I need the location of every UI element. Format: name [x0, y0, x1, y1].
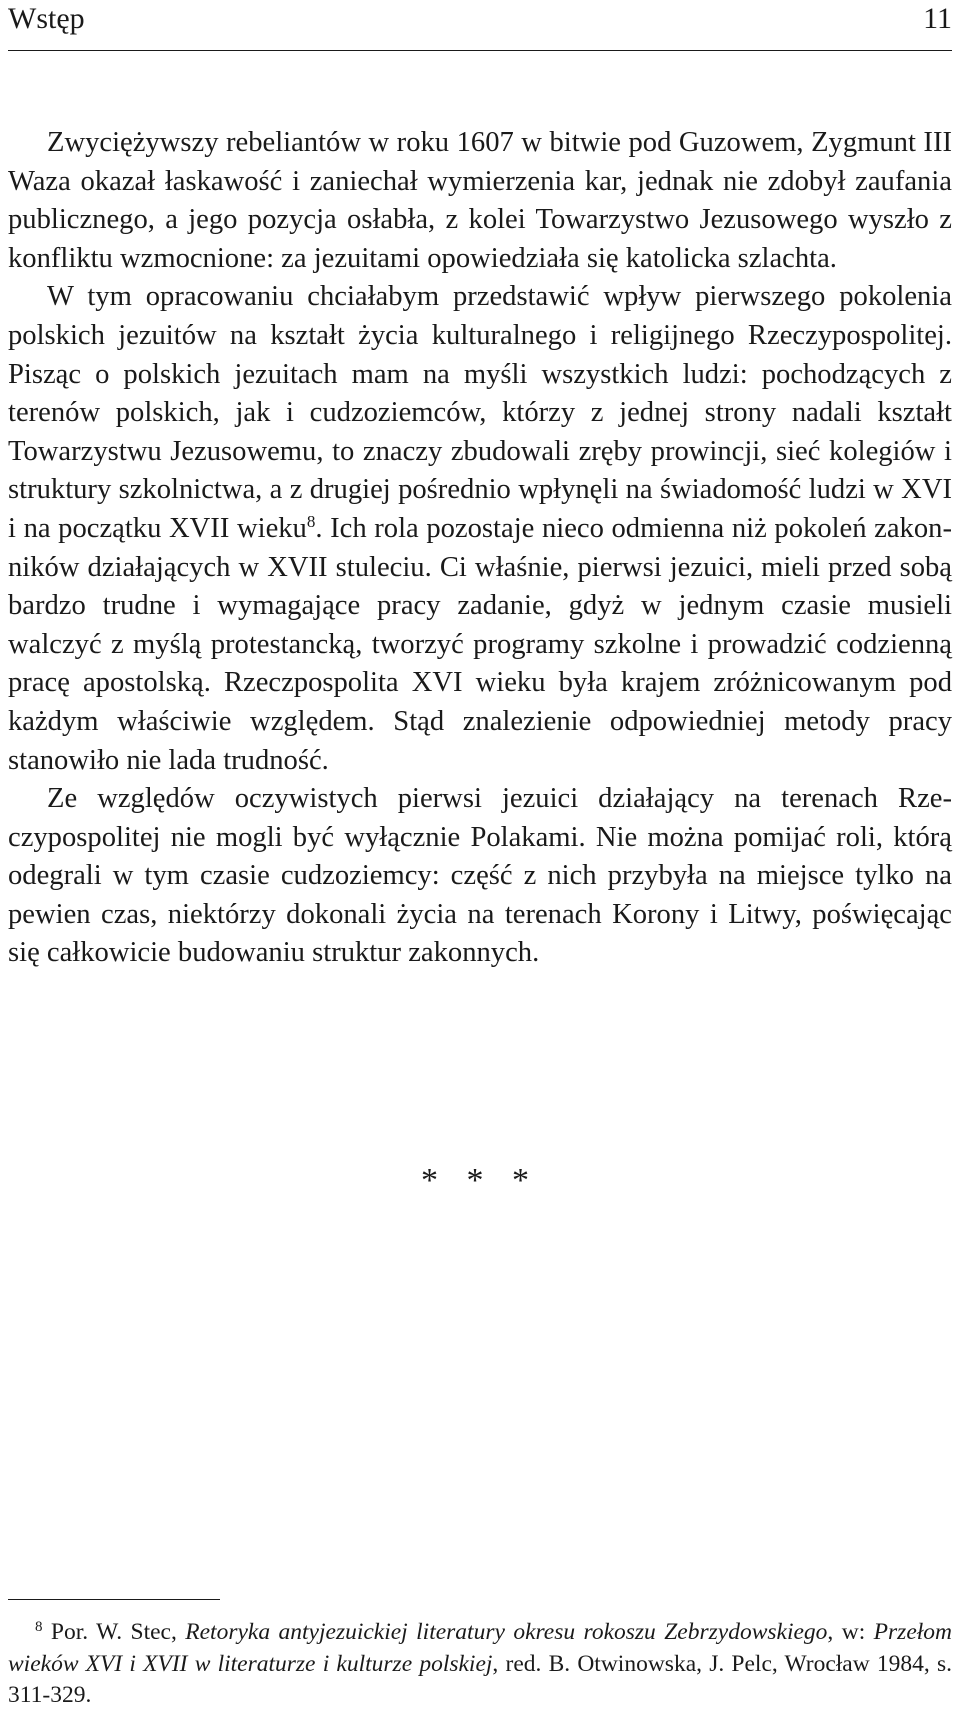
- footnote-text-3: , red. B. Otwinowska, J. Pelc, Wrocław 1984, s. 311-329.: [8, 1650, 952, 1708]
- footnote-number: 8: [35, 1619, 43, 1635]
- footnote-rule: [8, 1599, 220, 1600]
- running-head: [8, 0, 952, 51]
- section-title: Wstęp: [8, 2, 85, 35]
- footnote-title-2: Przełom wieków XVI i XVII w literaturze i kulturze polskiej: [8, 1619, 952, 1677]
- paragraph-2-text-a: W tym opracowaniu chciałabym przedstawić wpływ pierwszego pokolenia polskich jezuitów na kształt życia kulturalnego i religijnego Rzeczypospolitej. Pisząc o polskich jezuitach mam na myśli wszystkich ludzi: pochodzących z terenów polskich, jak i cudzoziemców, którzy z jednej strony nadali kształt Towarzystwu Jezusowemu, to znaczy zbudowali zręby prowincji, sieć kolegiów i struktury szkolnictwa, a z drugiej pośrednio wpłynęli na świadomość ludzi w XVI i na początku XVII wieku: [8, 281, 952, 544]
- section-separator: * * *: [421, 1162, 539, 1199]
- paragraph-2: [8, 278, 952, 780]
- paragraph-3: Ze względów oczywistych pierwsi jezuici działający na terenach Rzeczypospolitej nie mogli być wyłącznie Polakami. Nie można pomijać roli, którą odegrali w tym czasie cudzoziemcy: część z nich przybyła na miejsce tylko na pewien czas, niektórzy dokonali życia na terenach Korony i Litwy, poświęcając się całkowicie budowaniu struktur zakonnych.: [8, 783, 952, 969]
- footnote-8: [8, 1617, 952, 1712]
- footnote-text-1: Por. W. Stec,: [42, 1619, 186, 1645]
- footnote: [8, 1617, 952, 1712]
- footnote-text-2: , w:: [827, 1619, 874, 1645]
- footnote-reference[interactable]: 8: [306, 511, 316, 531]
- paragraph-1: Zwyciężywszy rebeliantów w roku 1607 w bitwie pod Guzowem, Zygmunt III Waza okazał łaskawość i zaniechał wymierzenia kar, jednak nie zdobył zaufania publicznego, a jego pozycja osłabła, z kolei Towarzystwo Jezusowego wyszło z konfliktu wzmocnione: za jezuitami opowiedziała się katolicka szlachta.: [8, 127, 952, 274]
- paragraph-2-text-b: . Ich rola pozostaje nieco odmienna niż pokoleń zakonników działających w XVII stuleciu. Ci właśnie, pierwsi jezuici, mieli przed sobą bardzo trudne i wymagające pracy zadanie, gdyż w jednym czasie musieli walczyć z myślą protestancką, tworzyć programy szkolne i prowadzić codzienną pracę apostolską. Rzeczpospolita XVI wieku była krajem zróżnicowanym pod każdym właściwie względem. Stąd znalezienie odpowiedniej metody pracy stanowiło nie lada trudność.: [8, 512, 952, 776]
- footnote-title-1: Retoryka antyjezuickiej literatury okresu rokoszu Zebrzydowskiego: [185, 1619, 828, 1645]
- page-number: 11: [923, 2, 952, 35]
- body-text: [8, 124, 952, 973]
